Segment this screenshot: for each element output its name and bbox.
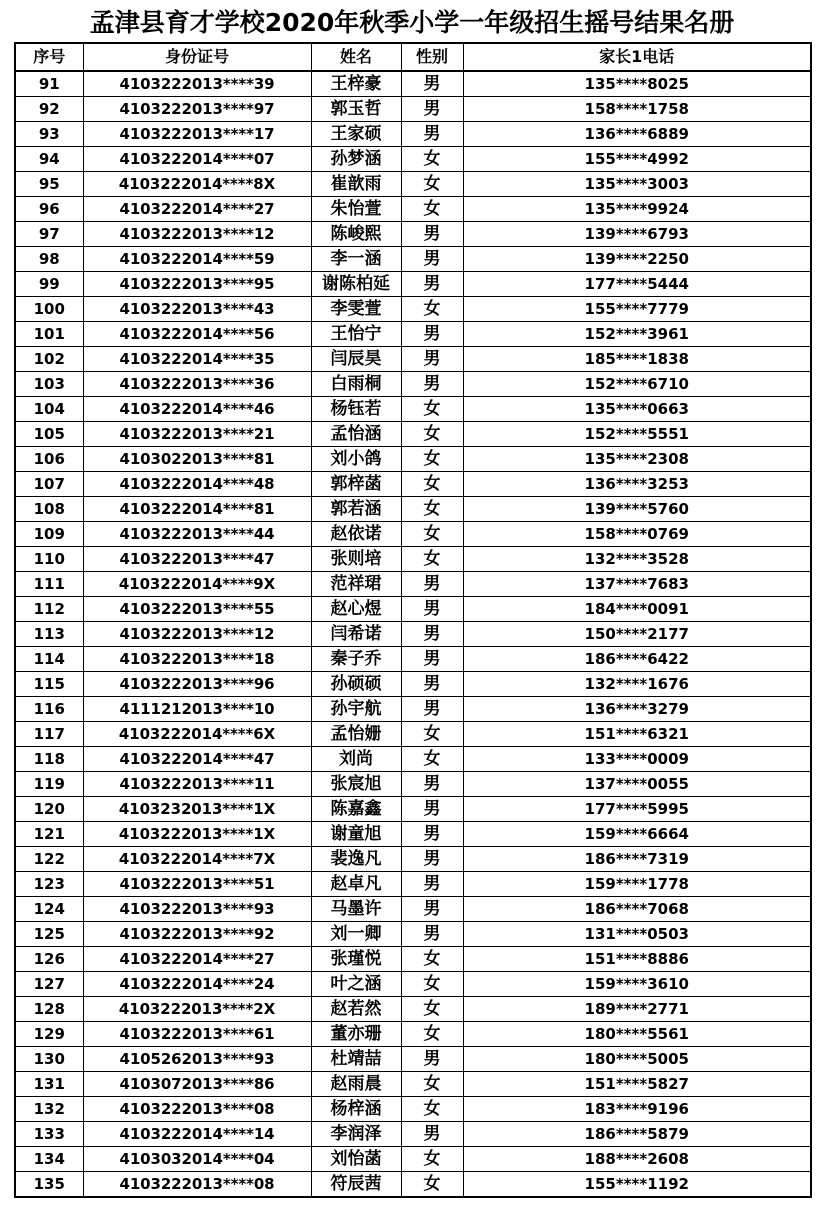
cell-gender: 女 — [401, 497, 463, 522]
cell-id-number: 4103222013****97 — [83, 97, 311, 122]
cell-seq: 104 — [15, 397, 83, 422]
cell-name: 陈嘉鑫 — [311, 797, 401, 822]
cell-name: 崔歆雨 — [311, 172, 401, 197]
column-header-seq: 序号 — [15, 43, 83, 71]
cell-seq: 125 — [15, 922, 83, 947]
cell-id-number: 4103022013****81 — [83, 447, 311, 472]
cell-id-number: 4103222013****11 — [83, 772, 311, 797]
cell-gender: 男 — [401, 71, 463, 97]
cell-seq: 96 — [15, 197, 83, 222]
cell-seq: 101 — [15, 322, 83, 347]
cell-parent-phone: 184****0091 — [463, 597, 811, 622]
cell-name: 范祥珺 — [311, 572, 401, 597]
cell-id-number: 4103222013****21 — [83, 422, 311, 447]
cell-seq: 110 — [15, 547, 83, 572]
cell-id-number: 4103222013****93 — [83, 897, 311, 922]
table-row — [15, 647, 811, 672]
table-row — [15, 522, 811, 547]
cell-name: 孙梦涵 — [311, 147, 401, 172]
cell-gender: 女 — [401, 1097, 463, 1122]
table-row — [15, 122, 811, 147]
cell-name: 闫辰昊 — [311, 347, 401, 372]
cell-id-number: 4103072013****86 — [83, 1072, 311, 1097]
cell-gender: 女 — [401, 1172, 463, 1198]
cell-name: 李一涵 — [311, 247, 401, 272]
table-row — [15, 1022, 811, 1047]
table-row — [15, 97, 811, 122]
cell-name: 赵卓凡 — [311, 872, 401, 897]
cell-id-number: 4103032014****04 — [83, 1147, 311, 1172]
cell-seq: 123 — [15, 872, 83, 897]
cell-seq: 132 — [15, 1097, 83, 1122]
table-row — [15, 297, 811, 322]
cell-gender: 男 — [401, 772, 463, 797]
cell-gender: 男 — [401, 922, 463, 947]
cell-id-number: 4103222013****08 — [83, 1097, 311, 1122]
cell-gender: 男 — [401, 372, 463, 397]
table-row — [15, 772, 811, 797]
cell-gender: 男 — [401, 697, 463, 722]
cell-parent-phone: 186****7068 — [463, 897, 811, 922]
cell-name: 赵心煜 — [311, 597, 401, 622]
cell-gender: 女 — [401, 1072, 463, 1097]
column-header-sex: 性别 — [401, 43, 463, 71]
table-row — [15, 1172, 811, 1198]
cell-seq: 92 — [15, 97, 83, 122]
cell-id-number: 4103222013****39 — [83, 71, 311, 97]
cell-parent-phone: 158****1758 — [463, 97, 811, 122]
cell-seq: 91 — [15, 71, 83, 97]
cell-id-number: 4103222013****18 — [83, 647, 311, 672]
cell-gender: 男 — [401, 597, 463, 622]
cell-seq: 129 — [15, 1022, 83, 1047]
cell-seq: 122 — [15, 847, 83, 872]
cell-parent-phone: 155****4992 — [463, 147, 811, 172]
cell-gender: 女 — [401, 422, 463, 447]
cell-id-number: 4103222013****51 — [83, 872, 311, 897]
cell-name: 杨梓涵 — [311, 1097, 401, 1122]
cell-parent-phone: 135****3003 — [463, 172, 811, 197]
cell-id-number: 4103222013****55 — [83, 597, 311, 622]
cell-name: 张宸旭 — [311, 772, 401, 797]
table-row — [15, 397, 811, 422]
cell-parent-phone: 159****3610 — [463, 972, 811, 997]
cell-id-number: 4103232013****1X — [83, 797, 311, 822]
cell-gender: 女 — [401, 147, 463, 172]
cell-id-number: 4103222014****46 — [83, 397, 311, 422]
table-row — [15, 622, 811, 647]
cell-id-number: 4103222014****35 — [83, 347, 311, 372]
cell-seq: 112 — [15, 597, 83, 622]
cell-seq: 116 — [15, 697, 83, 722]
cell-gender: 女 — [401, 172, 463, 197]
cell-id-number: 4103222013****08 — [83, 1172, 311, 1198]
cell-gender: 男 — [401, 222, 463, 247]
cell-gender: 男 — [401, 97, 463, 122]
cell-name: 刘怡菡 — [311, 1147, 401, 1172]
table-row — [15, 897, 811, 922]
cell-gender: 男 — [401, 122, 463, 147]
cell-parent-phone: 136****6889 — [463, 122, 811, 147]
cell-parent-phone: 137****7683 — [463, 572, 811, 597]
cell-gender: 男 — [401, 247, 463, 272]
cell-parent-phone: 151****6321 — [463, 722, 811, 747]
table-body — [15, 71, 811, 1197]
cell-seq: 126 — [15, 947, 83, 972]
cell-id-number: 4103222014****7X — [83, 847, 311, 872]
cell-gender: 女 — [401, 472, 463, 497]
cell-parent-phone: 139****2250 — [463, 247, 811, 272]
cell-parent-phone: 136****3279 — [463, 697, 811, 722]
cell-parent-phone: 139****5760 — [463, 497, 811, 522]
cell-name: 赵若然 — [311, 997, 401, 1022]
cell-seq: 128 — [15, 997, 83, 1022]
cell-id-number: 4103222013****1X — [83, 822, 311, 847]
cell-parent-phone: 186****7319 — [463, 847, 811, 872]
cell-parent-phone: 186****6422 — [463, 647, 811, 672]
cell-name: 陈峻熙 — [311, 222, 401, 247]
table-row — [15, 347, 811, 372]
cell-seq: 113 — [15, 622, 83, 647]
cell-id-number: 4103222013****96 — [83, 672, 311, 697]
cell-name: 刘小鸽 — [311, 447, 401, 472]
cell-name: 董亦珊 — [311, 1022, 401, 1047]
table-row — [15, 322, 811, 347]
cell-name: 叶之涵 — [311, 972, 401, 997]
cell-seq: 134 — [15, 1147, 83, 1172]
cell-parent-phone: 139****6793 — [463, 222, 811, 247]
cell-gender: 男 — [401, 272, 463, 297]
cell-seq: 115 — [15, 672, 83, 697]
cell-parent-phone: 177****5995 — [463, 797, 811, 822]
cell-parent-phone: 131****0503 — [463, 922, 811, 947]
cell-name: 裴逸凡 — [311, 847, 401, 872]
cell-parent-phone: 180****5561 — [463, 1022, 811, 1047]
table-header — [15, 43, 811, 71]
cell-name: 刘尚 — [311, 747, 401, 772]
cell-name: 马墨许 — [311, 897, 401, 922]
cell-gender: 男 — [401, 1122, 463, 1147]
cell-gender: 男 — [401, 847, 463, 872]
cell-id-number: 4103222014****47 — [83, 747, 311, 772]
cell-seq: 97 — [15, 222, 83, 247]
table-row — [15, 1122, 811, 1147]
cell-name: 秦子乔 — [311, 647, 401, 672]
cell-name: 朱怡萱 — [311, 197, 401, 222]
cell-id-number: 4103222013****12 — [83, 622, 311, 647]
cell-gender: 男 — [401, 797, 463, 822]
cell-seq: 121 — [15, 822, 83, 847]
cell-seq: 117 — [15, 722, 83, 747]
cell-parent-phone: 183****9196 — [463, 1097, 811, 1122]
cell-name: 李雯萱 — [311, 297, 401, 322]
cell-id-number: 4111212013****10 — [83, 697, 311, 722]
cell-seq: 114 — [15, 647, 83, 672]
cell-parent-phone: 152****5551 — [463, 422, 811, 447]
cell-name: 张则培 — [311, 547, 401, 572]
cell-name: 李润泽 — [311, 1122, 401, 1147]
cell-parent-phone: 188****2608 — [463, 1147, 811, 1172]
table-row — [15, 1047, 811, 1072]
cell-gender: 男 — [401, 897, 463, 922]
cell-id-number: 4103222013****95 — [83, 272, 311, 297]
table-row — [15, 1072, 811, 1097]
table-row — [15, 272, 811, 297]
table-row — [15, 922, 811, 947]
table-row — [15, 71, 811, 97]
cell-id-number: 4103222013****44 — [83, 522, 311, 547]
cell-name: 谢童旭 — [311, 822, 401, 847]
cell-id-number: 4103222014****24 — [83, 972, 311, 997]
table-row — [15, 222, 811, 247]
cell-id-number: 4103222014****07 — [83, 147, 311, 172]
table-row — [15, 147, 811, 172]
table-row — [15, 972, 811, 997]
page-title: 孟津县育才学校2020年秋季小学一年级招生摇号结果名册 — [89, 8, 735, 37]
column-header-phone: 家长1电话 — [463, 43, 811, 71]
table-row — [15, 1097, 811, 1122]
cell-id-number: 4103222013****47 — [83, 547, 311, 572]
cell-gender: 女 — [401, 197, 463, 222]
table-row — [15, 572, 811, 597]
cell-id-number: 4103222013****61 — [83, 1022, 311, 1047]
cell-name: 郭若涵 — [311, 497, 401, 522]
cell-name: 赵雨晨 — [311, 1072, 401, 1097]
cell-seq: 109 — [15, 522, 83, 547]
cell-id-number: 4103222014****9X — [83, 572, 311, 597]
cell-parent-phone: 135****9924 — [463, 197, 811, 222]
cell-gender: 女 — [401, 1147, 463, 1172]
cell-parent-phone: 150****2177 — [463, 622, 811, 647]
cell-seq: 111 — [15, 572, 83, 597]
cell-id-number: 4103222014****27 — [83, 947, 311, 972]
cell-seq: 133 — [15, 1122, 83, 1147]
cell-gender: 女 — [401, 522, 463, 547]
table-row — [15, 472, 811, 497]
cell-parent-phone: 152****3961 — [463, 322, 811, 347]
cell-seq: 95 — [15, 172, 83, 197]
table-row — [15, 822, 811, 847]
cell-parent-phone: 159****1778 — [463, 872, 811, 897]
table-row — [15, 872, 811, 897]
cell-parent-phone: 158****0769 — [463, 522, 811, 547]
cell-seq: 135 — [15, 1172, 83, 1198]
cell-gender: 女 — [401, 447, 463, 472]
table-row — [15, 197, 811, 222]
table-row — [15, 947, 811, 972]
cell-name: 孟怡涵 — [311, 422, 401, 447]
table-row — [15, 447, 811, 472]
cell-name: 孟怡姗 — [311, 722, 401, 747]
table-row — [15, 497, 811, 522]
table-row — [15, 597, 811, 622]
cell-parent-phone: 180****5005 — [463, 1047, 811, 1072]
cell-seq: 118 — [15, 747, 83, 772]
cell-id-number: 4103222013****17 — [83, 122, 311, 147]
cell-id-number: 4103222014****6X — [83, 722, 311, 747]
cell-parent-phone: 155****7779 — [463, 297, 811, 322]
cell-parent-phone: 151****8886 — [463, 947, 811, 972]
cell-name: 杨钰若 — [311, 397, 401, 422]
cell-seq: 130 — [15, 1047, 83, 1072]
cell-name: 白雨桐 — [311, 372, 401, 397]
cell-id-number: 4105262013****93 — [83, 1047, 311, 1072]
table-row — [15, 422, 811, 447]
cell-id-number: 4103222014****48 — [83, 472, 311, 497]
table-row — [15, 722, 811, 747]
cell-parent-phone: 159****6664 — [463, 822, 811, 847]
cell-seq: 98 — [15, 247, 83, 272]
cell-gender: 男 — [401, 822, 463, 847]
cell-gender: 男 — [401, 572, 463, 597]
cell-id-number: 4103222014****59 — [83, 247, 311, 272]
cell-gender: 女 — [401, 747, 463, 772]
cell-gender: 女 — [401, 972, 463, 997]
cell-seq: 131 — [15, 1072, 83, 1097]
cell-id-number: 4103222013****2X — [83, 997, 311, 1022]
cell-seq: 102 — [15, 347, 83, 372]
table-row — [15, 1147, 811, 1172]
cell-gender: 男 — [401, 1047, 463, 1072]
table-row — [15, 172, 811, 197]
cell-id-number: 4103222014****27 — [83, 197, 311, 222]
cell-gender: 女 — [401, 297, 463, 322]
cell-parent-phone: 177****5444 — [463, 272, 811, 297]
cell-seq: 108 — [15, 497, 83, 522]
table-row — [15, 547, 811, 572]
cell-name: 郭玉哲 — [311, 97, 401, 122]
column-header-id: 身份证号 — [83, 43, 311, 71]
table-row — [15, 847, 811, 872]
cell-gender: 女 — [401, 997, 463, 1022]
cell-seq: 93 — [15, 122, 83, 147]
cell-name: 刘一卿 — [311, 922, 401, 947]
cell-gender: 女 — [401, 722, 463, 747]
cell-parent-phone: 186****5879 — [463, 1122, 811, 1147]
cell-name: 郭梓菡 — [311, 472, 401, 497]
cell-seq: 103 — [15, 372, 83, 397]
cell-parent-phone: 185****1838 — [463, 347, 811, 372]
cell-gender: 女 — [401, 1022, 463, 1047]
table-row — [15, 247, 811, 272]
cell-seq: 99 — [15, 272, 83, 297]
cell-id-number: 4103222014****81 — [83, 497, 311, 522]
document-page — [0, 10, 824, 1209]
cell-name: 王怡宁 — [311, 322, 401, 347]
cell-parent-phone: 132****3528 — [463, 547, 811, 572]
cell-seq: 105 — [15, 422, 83, 447]
table-row — [15, 997, 811, 1022]
cell-parent-phone: 155****1192 — [463, 1172, 811, 1198]
cell-id-number: 4103222013****12 — [83, 222, 311, 247]
roster-table — [14, 42, 812, 1198]
table-row — [15, 747, 811, 772]
table-row — [15, 797, 811, 822]
cell-seq: 94 — [15, 147, 83, 172]
cell-parent-phone: 151****5827 — [463, 1072, 811, 1097]
cell-parent-phone: 137****0055 — [463, 772, 811, 797]
cell-seq: 124 — [15, 897, 83, 922]
cell-id-number: 4103222013****92 — [83, 922, 311, 947]
cell-name: 王梓豪 — [311, 71, 401, 97]
cell-name: 赵依诺 — [311, 522, 401, 547]
cell-name: 王家硕 — [311, 122, 401, 147]
cell-gender: 男 — [401, 672, 463, 697]
cell-seq: 127 — [15, 972, 83, 997]
cell-seq: 120 — [15, 797, 83, 822]
cell-gender: 男 — [401, 322, 463, 347]
cell-parent-phone: 135****8025 — [463, 71, 811, 97]
cell-gender: 男 — [401, 347, 463, 372]
cell-parent-phone: 133****0009 — [463, 747, 811, 772]
cell-id-number: 4103222014****8X — [83, 172, 311, 197]
cell-name: 张瑾悦 — [311, 947, 401, 972]
cell-parent-phone: 135****2308 — [463, 447, 811, 472]
cell-name: 孙硕硕 — [311, 672, 401, 697]
table-header-row — [15, 43, 811, 71]
cell-name: 杜靖喆 — [311, 1047, 401, 1072]
cell-gender: 女 — [401, 397, 463, 422]
cell-name: 闫希诺 — [311, 622, 401, 647]
column-header-name: 姓名 — [311, 43, 401, 71]
cell-gender: 女 — [401, 947, 463, 972]
cell-gender: 男 — [401, 622, 463, 647]
cell-id-number: 4103222014****56 — [83, 322, 311, 347]
cell-parent-phone: 136****3253 — [463, 472, 811, 497]
cell-name: 符辰茜 — [311, 1172, 401, 1198]
cell-parent-phone: 152****6710 — [463, 372, 811, 397]
cell-parent-phone: 135****0663 — [463, 397, 811, 422]
cell-id-number: 4103222014****14 — [83, 1122, 311, 1147]
cell-parent-phone: 132****1676 — [463, 672, 811, 697]
table-row — [15, 672, 811, 697]
cell-gender: 男 — [401, 872, 463, 897]
cell-id-number: 4103222013****36 — [83, 372, 311, 397]
cell-id-number: 4103222013****43 — [83, 297, 311, 322]
cell-name: 谢陈柏延 — [311, 272, 401, 297]
cell-parent-phone: 189****2771 — [463, 997, 811, 1022]
cell-seq: 106 — [15, 447, 83, 472]
cell-name: 孙宇航 — [311, 697, 401, 722]
cell-gender: 女 — [401, 547, 463, 572]
cell-seq: 100 — [15, 297, 83, 322]
cell-gender: 男 — [401, 647, 463, 672]
table-row — [15, 697, 811, 722]
cell-seq: 107 — [15, 472, 83, 497]
cell-seq: 119 — [15, 772, 83, 797]
table-row — [15, 372, 811, 397]
roster-table-container — [0, 42, 824, 1198]
